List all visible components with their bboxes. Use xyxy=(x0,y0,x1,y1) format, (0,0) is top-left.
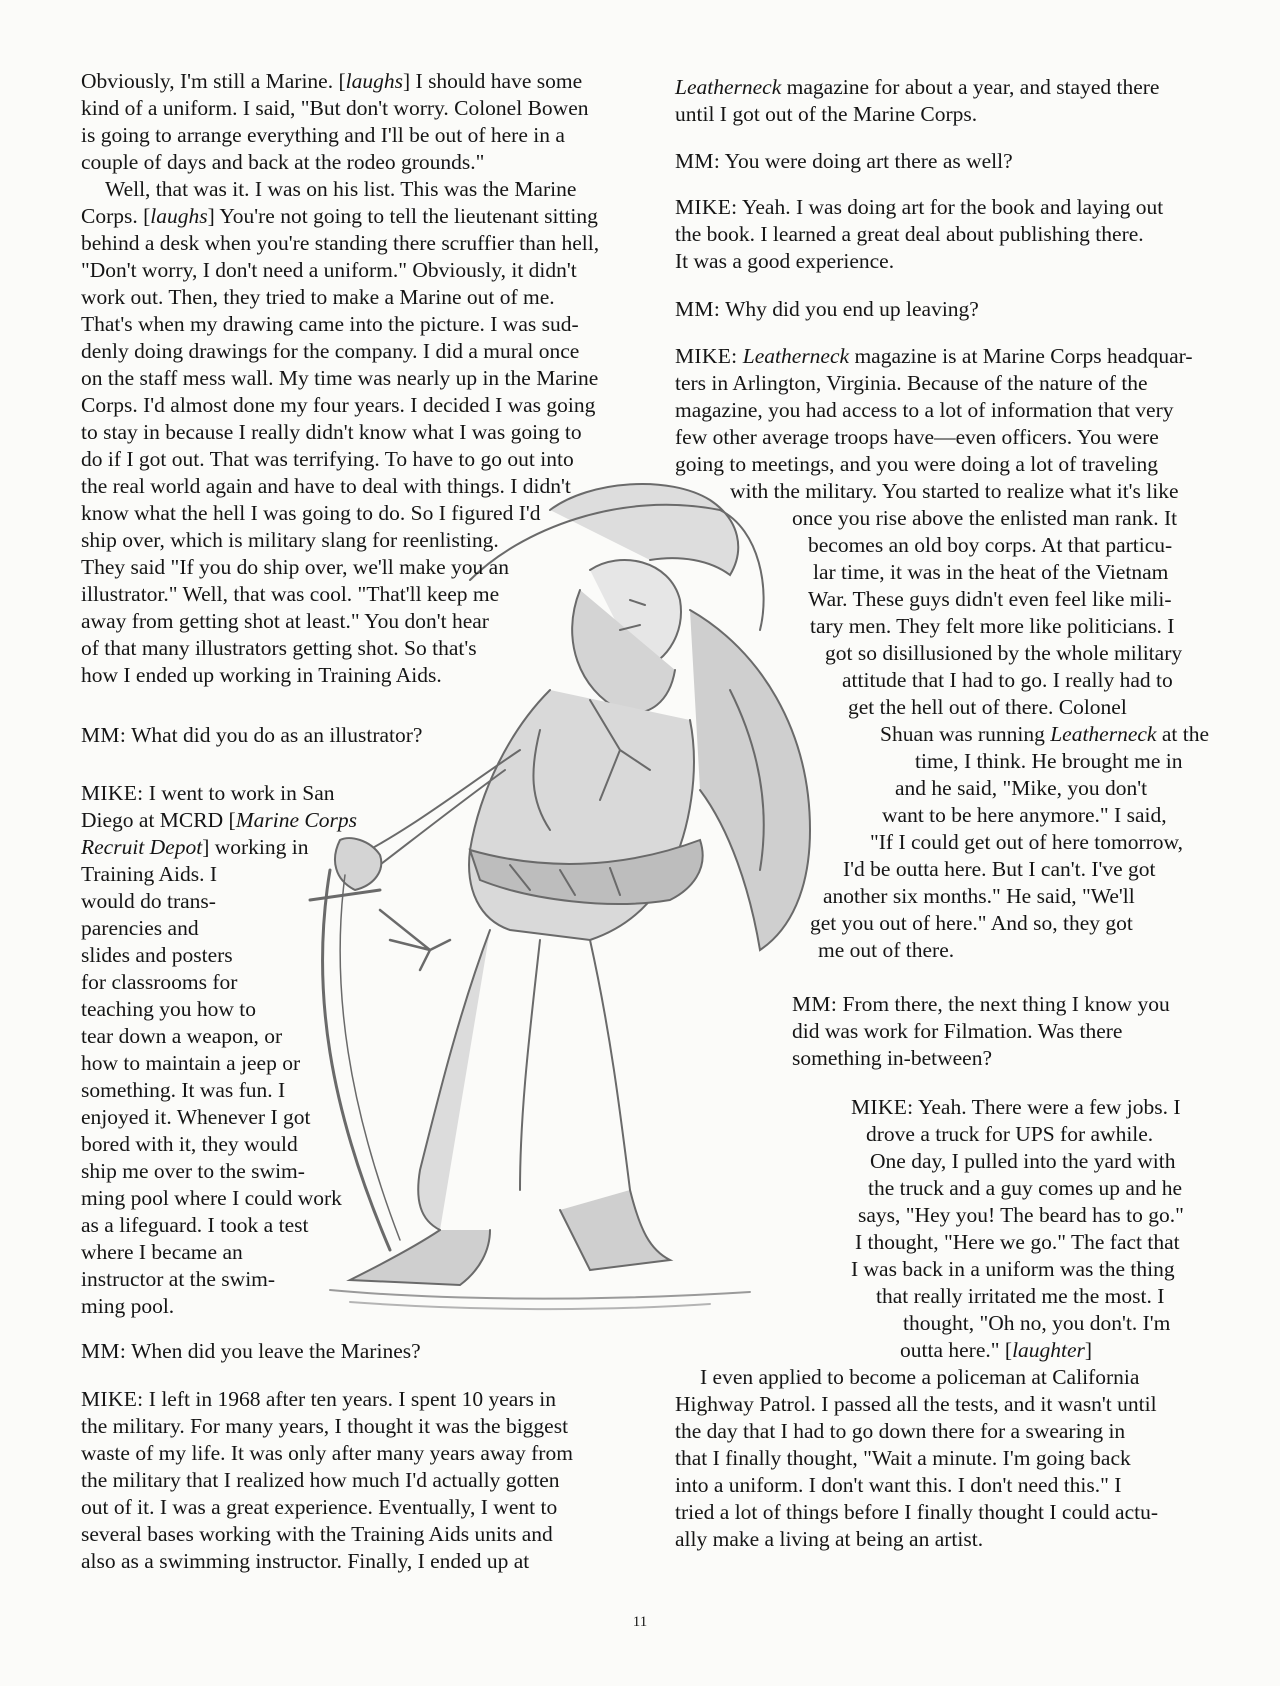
answer-line: waste of my life. It was only after many years away from xyxy=(81,1441,573,1465)
answer-line: something. It was fun. I xyxy=(81,1078,286,1102)
text-line: away from getting shot at least." You don't hear xyxy=(81,609,489,633)
answer-line: MIKE: I left in 1968 after ten years. I spent 10 years in xyxy=(81,1387,556,1411)
answer-line: several bases working with the Training Aids units and xyxy=(81,1522,553,1546)
answer-line: ters in Arlington, Virginia. Because of the nature of the xyxy=(675,371,1148,395)
answer-line: tary men. They felt more like politicians. I xyxy=(810,614,1175,638)
text-line: behind a desk when you're standing there scruffier than hell, xyxy=(81,231,600,255)
answer-line: the book. I learned a great deal about publishing there. xyxy=(675,222,1144,246)
answer-line: bored with it, they would xyxy=(81,1132,298,1156)
text-line: until I got out of the Marine Corps. xyxy=(675,102,978,126)
answer-line: becomes an old boy corps. At that particu- xyxy=(808,533,1173,557)
answer-line: It was a good experience. xyxy=(675,249,895,273)
answer-line: with the military. You started to realize what it's like xyxy=(730,479,1179,503)
answer-line: how to maintain a jeep or xyxy=(81,1051,301,1075)
text-line: couple of days and back at the rodeo grounds." xyxy=(81,150,485,174)
text-line: the real world again and have to deal with things. I didn't xyxy=(81,474,571,498)
text-line: Leatherneck magazine for about a year, and stayed there xyxy=(675,75,1160,99)
answer-line: One day, I pulled into the yard with xyxy=(870,1149,1176,1173)
answer-line: I was back in a uniform was the thing xyxy=(851,1257,1175,1281)
answer-line: the military that I realized how much I'd actually gotten xyxy=(81,1468,560,1492)
answer-line: the truck and a guy comes up and he xyxy=(868,1176,1183,1200)
answer-line: tried a lot of things before I finally thought I could actu- xyxy=(675,1500,1159,1524)
answer-line: slides and posters xyxy=(81,943,233,967)
answer-line: thought, "Oh no, you don't. I'm xyxy=(903,1311,1171,1335)
answer-line: Shuan was running Leatherneck at the xyxy=(880,722,1210,746)
answer-line: got so disillusioned by the whole military xyxy=(825,641,1183,665)
text-line: on the staff mess wall. My time was nearly up in the Marine xyxy=(81,366,599,390)
answer-line: MIKE: Yeah. There were a few jobs. I xyxy=(851,1095,1181,1119)
answer-line: I thought, "Here we go." The fact that xyxy=(855,1230,1180,1254)
answer-line: another six months." He said, "We'll xyxy=(823,884,1135,908)
text-line: to stay in because I really didn't know what I was going to xyxy=(81,420,582,444)
answer-line: magazine, you had access to a lot of information that very xyxy=(675,398,1174,422)
answer-line: want to be here anymore." I said, xyxy=(882,803,1167,827)
answer-line: Highway Patrol. I passed all the tests, and it wasn't until xyxy=(675,1392,1157,1416)
answer-line: MIKE: Leatherneck magazine is at Marine Corps headquar- xyxy=(675,344,1193,368)
answer-line: instructor at the swim- xyxy=(81,1267,276,1291)
text-line: ship over, which is military slang for reenlisting. xyxy=(81,528,499,552)
question-line: MM: Why did you end up leaving? xyxy=(675,297,979,321)
answer-line: says, "Hey you! The beard has to go." xyxy=(858,1203,1184,1227)
answer-line: that I finally thought, "Wait a minute. I'm going back xyxy=(675,1446,1131,1470)
answer-line: also as a swimming instructor. Finally, I ended up at xyxy=(81,1549,530,1573)
answer-line: that really irritated me the most. I xyxy=(876,1284,1165,1308)
page-number: 11 xyxy=(632,1614,648,1630)
answer-line: get the hell out of there. Colonel xyxy=(848,695,1127,719)
answer-line: ming pool. xyxy=(81,1294,175,1318)
answer-line: teaching you how to xyxy=(81,997,256,1021)
answer-line: MIKE: I went to work in San xyxy=(81,781,335,805)
answer-line: War. These guys didn't even feel like mili- xyxy=(808,587,1172,611)
answer-line: ship me over to the swim- xyxy=(81,1159,305,1183)
question-line: MM: When did you leave the Marines? xyxy=(81,1339,421,1363)
answer-line: once you rise above the enlisted man rank. It xyxy=(792,506,1178,530)
answer-line: where I became an xyxy=(81,1240,243,1264)
text-line: Corps. [laughs] You're not going to tell the lieutenant sitting xyxy=(81,204,598,228)
answer-line: drove a truck for UPS for awhile. xyxy=(866,1122,1154,1146)
question-line: MM: What did you do as an illustrator? xyxy=(81,723,423,747)
answer-line: lar time, it was in the heat of the Vietnam xyxy=(813,560,1169,584)
answer-line: me out of there. xyxy=(818,938,955,962)
text-line: "Don't worry, I don't need a uniform." Obviously, it didn't xyxy=(81,258,577,282)
question-line: did was work for Filmation. Was there xyxy=(792,1019,1123,1043)
text-line: They said "If you do ship over, we'll make you an xyxy=(81,555,509,579)
question-line: MM: From there, the next thing I know you xyxy=(792,992,1170,1016)
answer-line: as a lifeguard. I took a test xyxy=(81,1213,309,1237)
question-line: MM: You were doing art there as well? xyxy=(675,149,1013,173)
text-line: Well, that was it. I was on his list. This was the Marine xyxy=(105,177,577,201)
answer-line: Recruit Depot] working in xyxy=(81,835,309,859)
text-line: That's when my drawing came into the picture. I was sud- xyxy=(81,312,579,336)
text-line: of that many illustrators getting shot. So that's xyxy=(81,636,477,660)
question-line: something in-between? xyxy=(792,1046,993,1070)
text-line: know what the hell I was going to do. So I figured I'd xyxy=(81,501,541,525)
answer-line: outta here." [laughter] xyxy=(900,1338,1093,1362)
text-line: kind of a uniform. I said, "But don't worry. Colonel Bowen xyxy=(81,96,589,120)
answer-line: ally make a living at being an artist. xyxy=(675,1527,984,1551)
answer-line: time, I think. He brought me in xyxy=(915,749,1183,773)
answer-line: I even applied to become a policeman at California xyxy=(700,1365,1140,1389)
answer-line: the military. For many years, I thought it was the biggest xyxy=(81,1414,569,1438)
answer-line: get you out of here." And so, they got xyxy=(810,911,1133,935)
answer-line: MIKE: Yeah. I was doing art for the book and laying out xyxy=(675,195,1164,219)
text-line: is going to arrange everything and I'll be out of here in a xyxy=(81,123,565,147)
answer-line: few other average troops have—even officers. You were xyxy=(675,425,1159,449)
text-line: do if I got out. That was terrifying. To have to go out into xyxy=(81,447,574,471)
answer-line: parencies and xyxy=(81,916,199,940)
text-line: how I ended up working in Training Aids. xyxy=(81,663,442,687)
answer-line: tear down a weapon, or xyxy=(81,1024,283,1048)
text-line: Corps. I'd almost done my four years. I decided I was going xyxy=(81,393,596,417)
answer-line: Training Aids. I xyxy=(81,862,217,886)
answer-line: the day that I had to go down there for a swearing in xyxy=(675,1419,1126,1443)
answer-line: Diego at MCRD [Marine Corps xyxy=(81,808,357,832)
answer-line: and he said, "Mike, you don't xyxy=(895,776,1148,800)
text-line: Obviously, I'm still a Marine. [laughs] I should have some xyxy=(81,69,583,93)
answer-line: into a uniform. I don't want this. I don't need this." I xyxy=(675,1473,1122,1497)
answer-line: going to meetings, and you were doing a lot of traveling xyxy=(675,452,1159,476)
answer-line: out of it. I was a great experience. Eventually, I went to xyxy=(81,1495,558,1519)
answer-line: enjoyed it. Whenever I got xyxy=(81,1105,311,1129)
answer-line: attitude that I had to go. I really had to xyxy=(842,668,1173,692)
text-line: work out. Then, they tried to make a Marine out of me. xyxy=(81,285,555,309)
answer-line: would do trans- xyxy=(81,889,216,913)
answer-line: for classrooms for xyxy=(81,970,238,994)
answer-line: I'd be outta here. But I can't. I've got xyxy=(843,857,1156,881)
answer-line: "If I could get out of here tomorrow, xyxy=(870,830,1184,854)
text-line: denly doing drawings for the company. I did a mural once xyxy=(81,339,580,363)
answer-line: ming pool where I could work xyxy=(81,1186,342,1210)
text-line: illustrator." Well, that was cool. "That'll keep me xyxy=(81,582,500,606)
